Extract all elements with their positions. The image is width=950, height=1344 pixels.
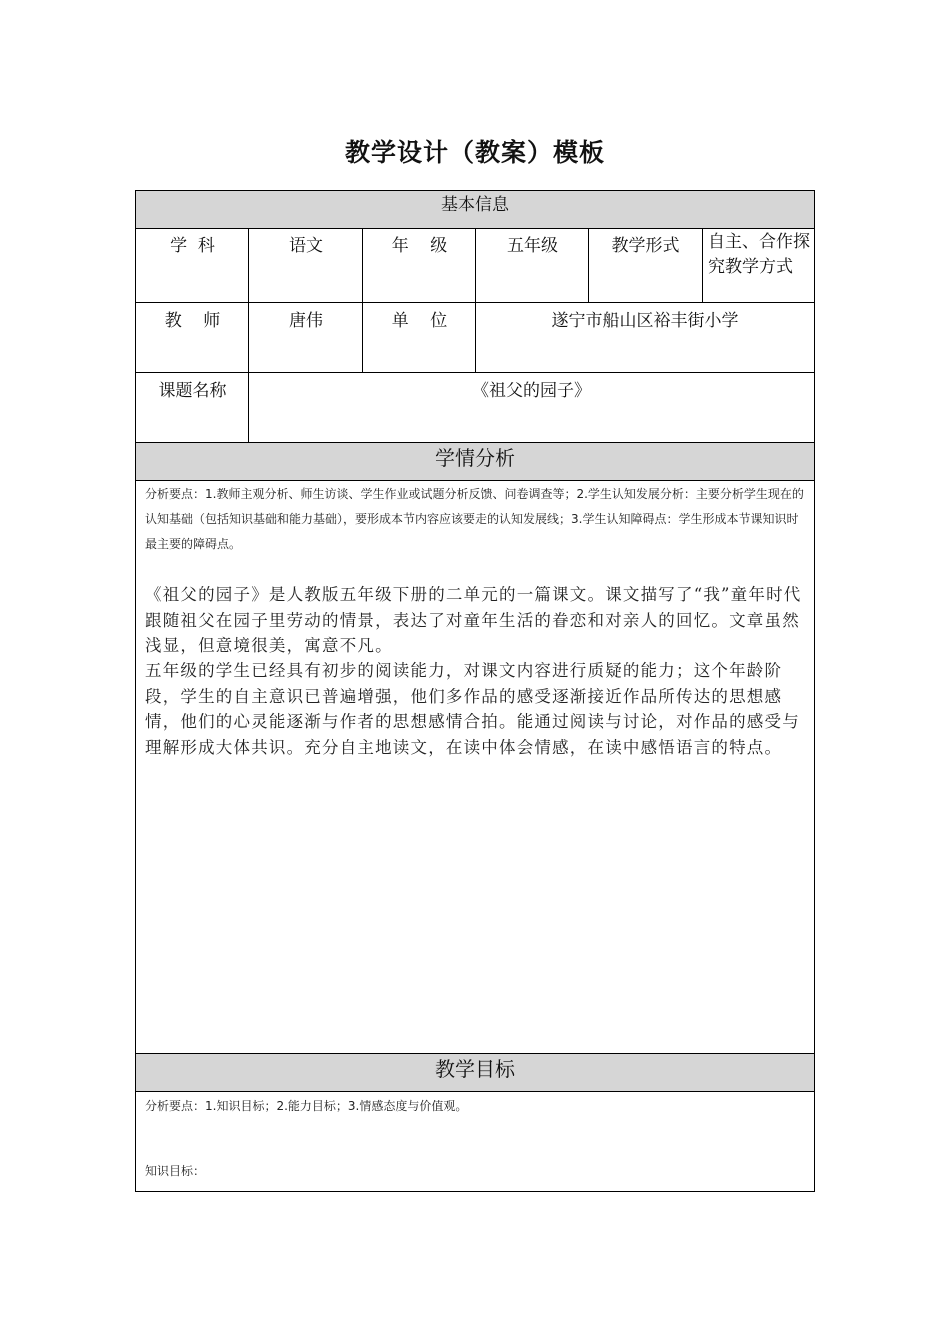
form-label: 教学形式 [611,236,680,256]
student-analysis-header-text: 学情分析 [435,446,515,470]
unit-value: 遂宁市船山区裕丰街小学 [551,311,739,331]
grade-value: 五年级 [507,236,558,256]
subject-value: 语文 [289,236,323,256]
grade-label: 年 级 [391,236,448,256]
knowledge-goal-label: 知识目标： [145,1164,206,1178]
student-analysis-header [136,443,814,480]
student-analysis-paragraph-1: 《祖父的园子》是人教版五年级下册的二单元的一篇课文。课文描写了“我”童年时代跟随祖父在园子里劳动的情景，表达了对童年生活的眷恋和对亲人的回忆。文章虽然浅显，但意境很美，寓意不凡。 [145,585,802,655]
topic-value: 《祖父的园子》 [472,381,591,401]
unit-label: 单 位 [391,311,448,331]
basic-info-header-text: 基本信息 [441,195,509,215]
student-analysis-paragraph-2: 五年级的学生已经具有初步的阅读能力，对课文内容进行质疑的能力；这个年龄阶段，学生的自主意识已普遍增强，他们多作品的感受逐渐接近作品所传达的思想感情，他们的心灵能逐渐与作者的思想感情合拍。能通过阅读与讨论，对作品的感受与理解形成大体共识。充分自主地读文，在读中体会情感，在读中感悟语言的特点。 [145,661,800,757]
student-analysis-guide: 分析要点：1.教师主观分析、师生访谈、学生作业或试题分析反馈、问卷调查等；2.学生认知发展分析：主要分析学生现在的认知基础（包括知识基础和能力基础），要形成本节内容应该要走的认知发展线；3.学生认知障碍点：学生形成本节课知识时最主要的障碍点。 [145,487,804,551]
basic-info-header [136,191,814,228]
teacher-label: 教 师 [164,311,221,331]
subject-label: 学 科 [170,236,215,256]
teaching-goals-guide: 分析要点：1.知识目标；2.能力目标；3.情感态度与价值观。 [145,1099,468,1113]
teaching-goals-header [136,1054,814,1091]
teaching-goals-header-text: 教学目标 [435,1057,515,1081]
topic-label: 课题名称 [158,381,227,401]
form-value: 自主、合作探究教学方式 [708,232,810,277]
page-title: 教学设计（教案）模板 [344,138,605,167]
teacher-value: 唐伟 [289,311,323,331]
lesson-plan-table [135,190,815,1192]
